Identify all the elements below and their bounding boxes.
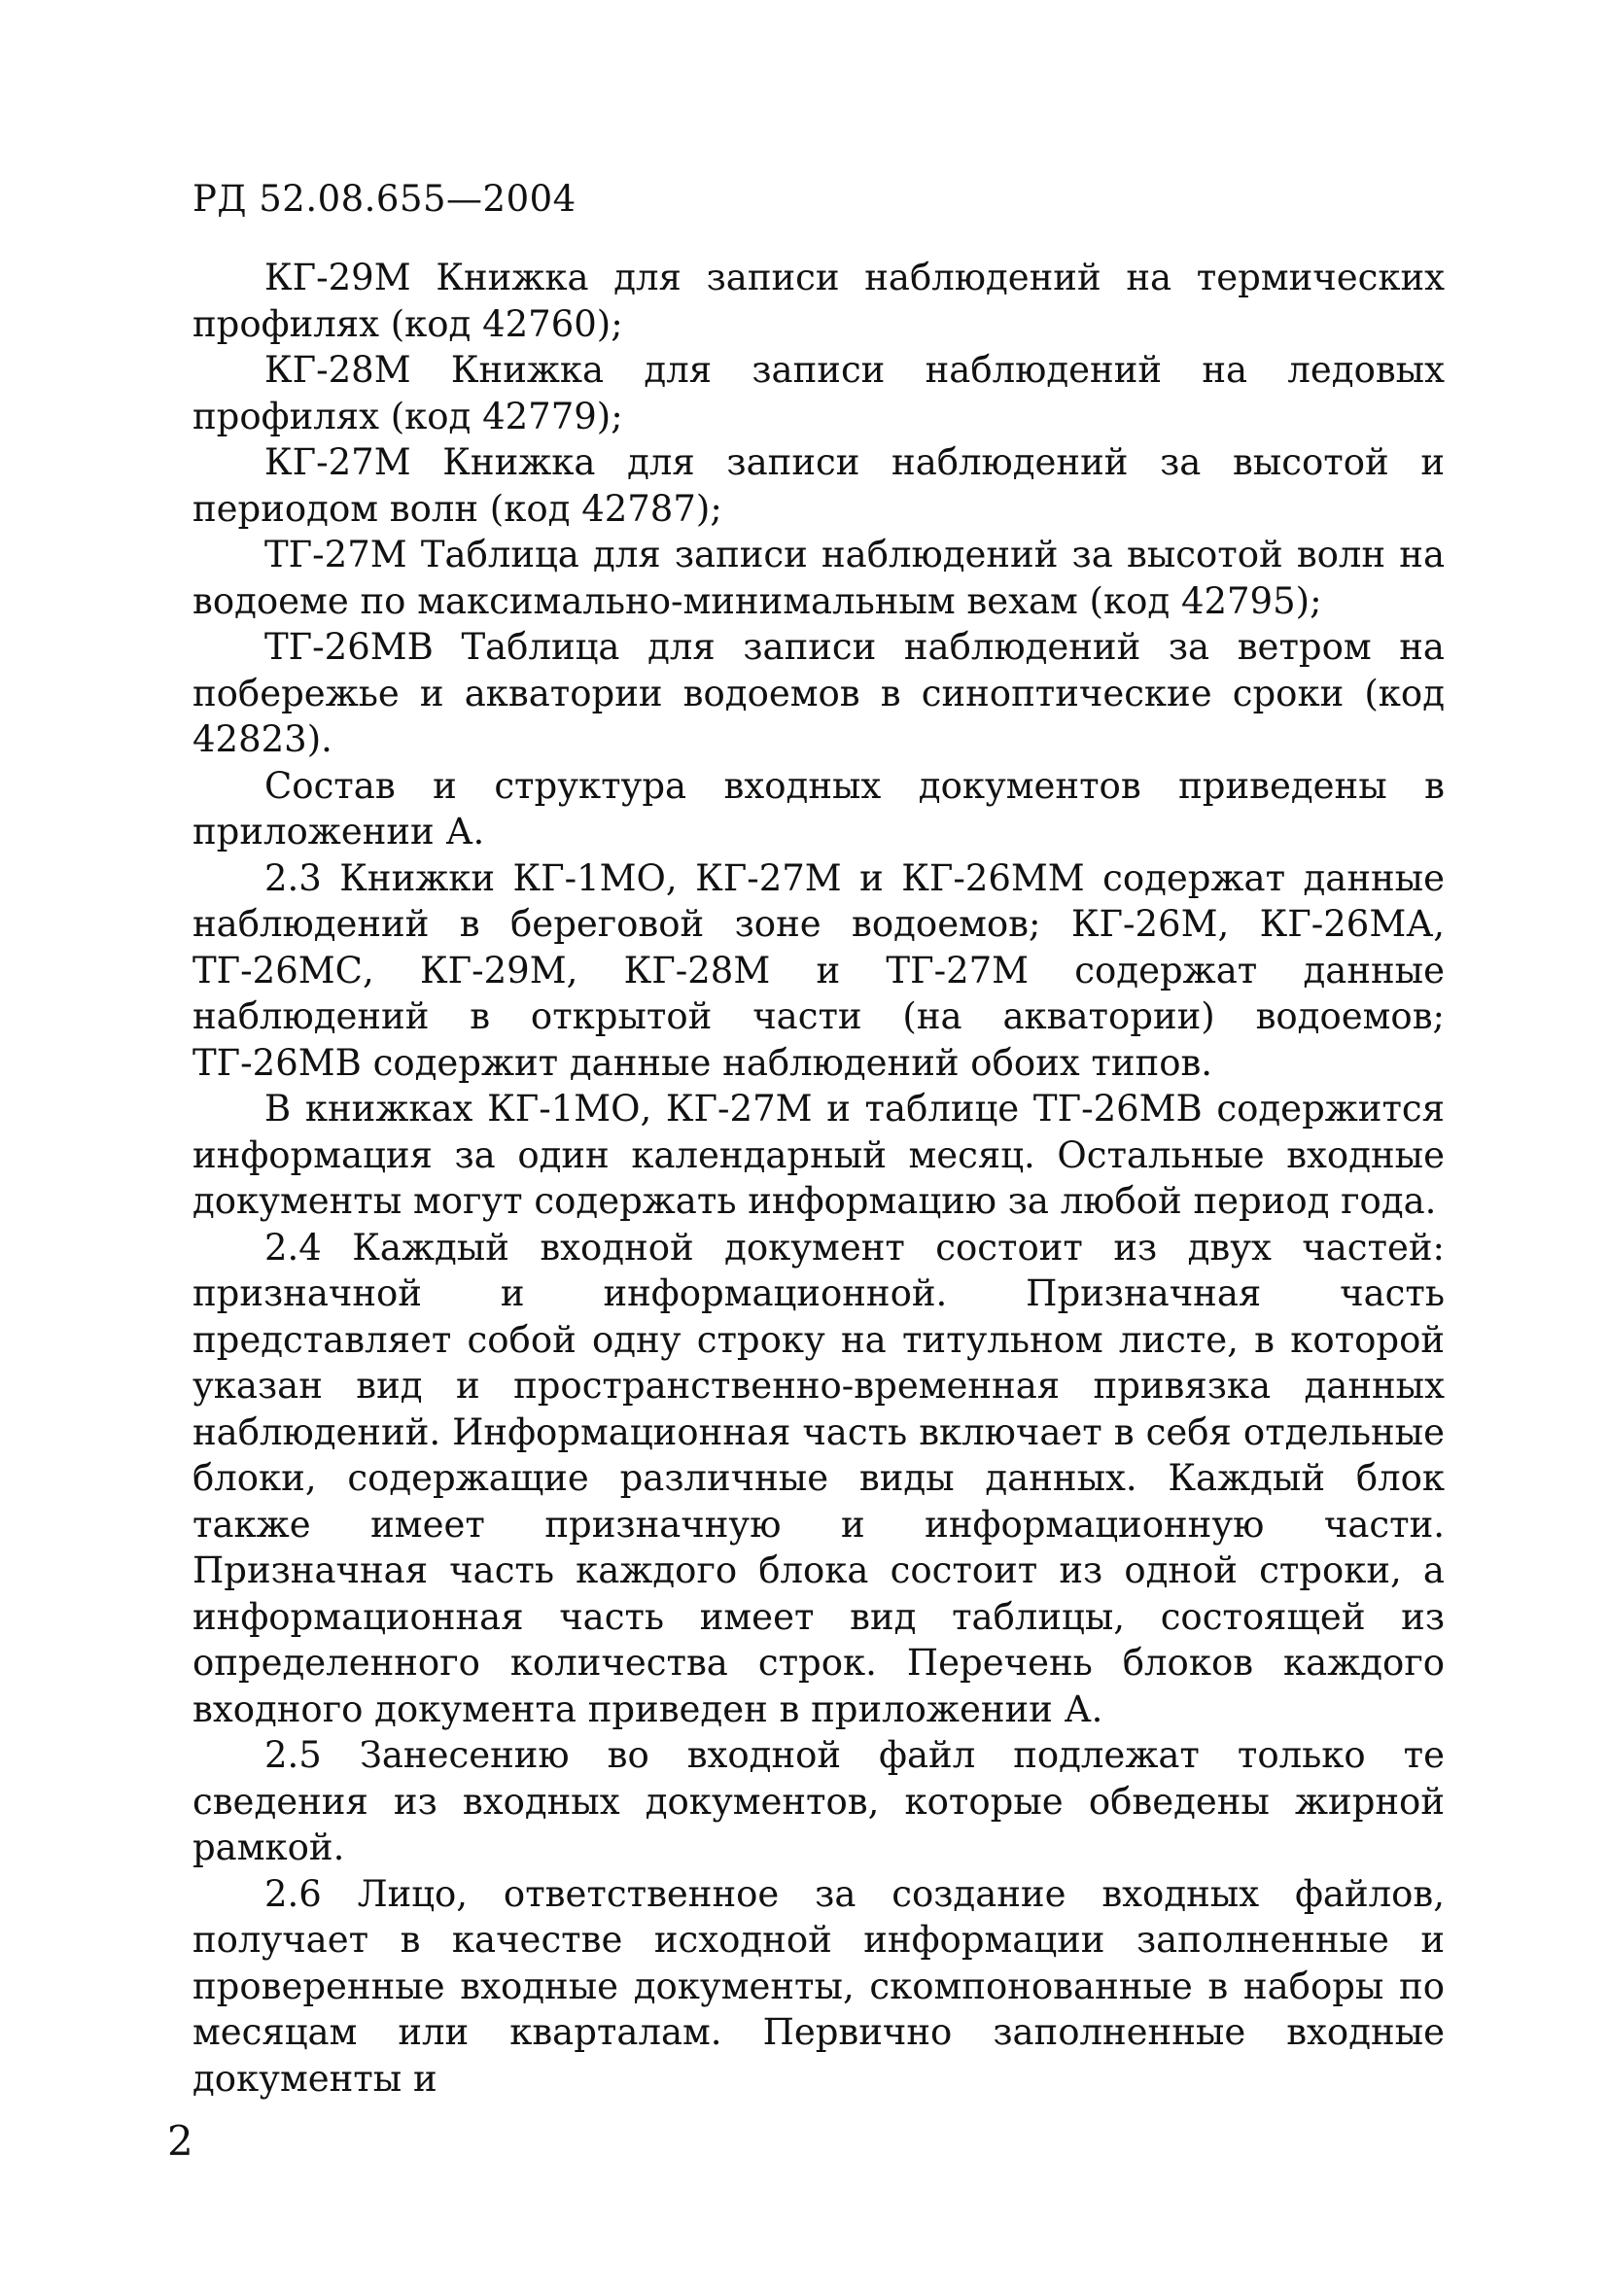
paragraph: 2.6 Лицо, ответственное за создание входных файлов, получает в качестве исходной информации заполненные и проверенные входные документы, скомпонованные в наборы по месяцам или кварталам. Первично заполненные входные документы и (192, 1872, 1445, 2100)
paragraph: 2.5 Занесению во входной файл подлежат только те сведения из входных документов, которые обведены жирной рамкой. (192, 1734, 1445, 1868)
paragraph: ТГ-26МВ Таблица для записи наблюдений за ветром на побережье и акватории водоемов в синоптические сроки (код 42823). (192, 626, 1445, 760)
paragraph: ТГ-27М Таблица для записи наблюдений за высотой волн на водоеме по максимально-минимальным вехам (код 42795); (192, 534, 1445, 622)
paragraph: КГ-28М Книжка для записи наблюдений на ледовых профилях (код 42779); (192, 349, 1445, 437)
paragraph: Состав и структура входных документов приведены в приложении А. (192, 764, 1445, 852)
paragraph: 2.4 Каждый входной документ состоит из двух частей: призначной и информационной. Призначная часть представляет собой одну строку на титульном листе, в которой указан вид и пространственно-временная привязка данных наблюдений. Информационная часть включает в себя отдельные блоки, содержащие различные виды данных. Каждый блок также имеет призначную и информационную части. Призначная часть каждого блока состоит из одной строки, а информационная часть имеет вид таблицы, состоящей из определенного количества строк. Перечень блоков каждого входного документа приведен в приложении А. (192, 1226, 1445, 1730)
paragraph: В книжках КГ-1МО, КГ-27М и таблице ТГ-26МВ содержится информация за один календарный месяц. Остальные входные документы могут содержать информацию за любой период года. (192, 1088, 1445, 1222)
paragraph: КГ-27М Книжка для записи наблюдений за высотой и периодом волн (код 42787); (192, 441, 1445, 530)
paragraph: КГ-29М Книжка для записи наблюдений на термических профилях (код 42760); (192, 257, 1445, 345)
body-text (192, 255, 1445, 2102)
paragraph: 2.3 Книжки КГ-1МО, КГ-27М и КГ-26ММ содержат данные наблюдений в береговой зоне водоемов; КГ-26М, КГ-26МА, ТГ-26МС, КГ-29М, КГ-28М и ТГ-27М содержат данные наблюдений в открытой части (на акватории) водоемов; ТГ-26МВ содержит данные наблюдений обоих типов. (192, 856, 1445, 1084)
document-code-header: РД 52.08.655—2004 (192, 178, 577, 220)
page-number: 2 (167, 2117, 193, 2165)
